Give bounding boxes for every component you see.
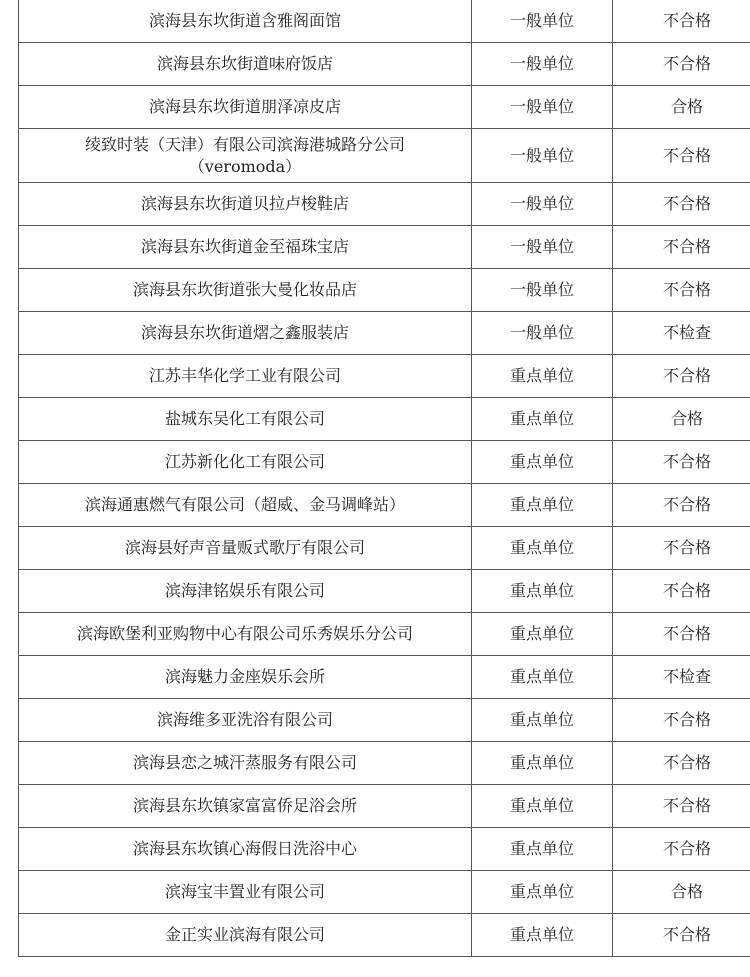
unit-name-cell: 滨海县东坎街道朋泽凉皮店 <box>19 86 472 129</box>
unit-name-cell: 绫致时装（天津）有限公司滨海港城路分公司 （veromoda） <box>19 129 472 183</box>
unit-name-cell: 滨海津铭娱乐有限公司 <box>19 570 472 613</box>
result-cell: 不合格 <box>613 43 750 86</box>
unit-name-cell: 江苏新化化工有限公司 <box>19 441 472 484</box>
unit-type-cell: 重点单位 <box>472 871 613 914</box>
unit-type-cell: 重点单位 <box>472 441 613 484</box>
result-cell: 不合格 <box>613 570 750 613</box>
result-cell: 不合格 <box>613 527 750 570</box>
unit-type-cell: 一般单位 <box>472 226 613 269</box>
table-row <box>19 226 750 269</box>
result-cell: 不合格 <box>613 613 750 656</box>
unit-type-cell: 重点单位 <box>472 527 613 570</box>
table-row <box>19 527 750 570</box>
result-cell: 不检查 <box>613 656 750 699</box>
unit-name-cell: 滨海宝丰置业有限公司 <box>19 871 472 914</box>
unit-type-cell: 重点单位 <box>472 914 613 957</box>
table-row <box>19 43 750 86</box>
unit-name-cell: 滨海维多亚洗浴有限公司 <box>19 699 472 742</box>
result-cell: 不合格 <box>613 441 750 484</box>
unit-type-cell: 一般单位 <box>472 269 613 312</box>
table-row <box>19 269 750 312</box>
table-row <box>19 871 750 914</box>
result-cell: 不合格 <box>613 828 750 871</box>
result-cell: 不合格 <box>613 785 750 828</box>
unit-name-cell: 滨海县东坎街道熠之鑫服装店 <box>19 312 472 355</box>
unit-name-cell: 滨海欧堡利亚购物中心有限公司乐秀娱乐分公司 <box>19 613 472 656</box>
table-row <box>19 699 750 742</box>
unit-type-cell: 重点单位 <box>472 742 613 785</box>
result-cell: 合格 <box>613 398 750 441</box>
unit-name-cell: 滨海县东坎街道含雅阁面馆 <box>19 0 472 43</box>
table-row <box>19 398 750 441</box>
table-row <box>19 441 750 484</box>
unit-type-cell: 一般单位 <box>472 312 613 355</box>
table-row <box>19 86 750 129</box>
table-row <box>19 828 750 871</box>
table-row <box>19 570 750 613</box>
unit-type-cell: 重点单位 <box>472 699 613 742</box>
unit-name-cell: 滨海县东坎街道张大曼化妆品店 <box>19 269 472 312</box>
table-row <box>19 183 750 226</box>
table-row <box>19 742 750 785</box>
table-row <box>19 129 750 183</box>
unit-name-cell: 江苏丰华化学工业有限公司 <box>19 355 472 398</box>
table-row <box>19 0 750 43</box>
unit-name-cell: 滨海县东坎街道贝拉卢梭鞋店 <box>19 183 472 226</box>
table-body <box>19 0 750 957</box>
unit-type-cell: 一般单位 <box>472 0 613 43</box>
result-cell: 合格 <box>613 871 750 914</box>
result-cell: 不检查 <box>613 312 750 355</box>
unit-name-cell: 滨海魅力金座娱乐会所 <box>19 656 472 699</box>
unit-type-cell: 重点单位 <box>472 355 613 398</box>
inspection-table <box>18 0 750 957</box>
unit-type-cell: 重点单位 <box>472 570 613 613</box>
unit-name-cell: 滨海县东坎街道味府饭店 <box>19 43 472 86</box>
table-row <box>19 613 750 656</box>
unit-name-cell: 滨海通惠燃气有限公司（超威、金马调峰站） <box>19 484 472 527</box>
result-cell: 不合格 <box>613 129 750 183</box>
unit-name-cell: 滨海县东坎街道金至福珠宝店 <box>19 226 472 269</box>
table-row <box>19 785 750 828</box>
result-cell: 不合格 <box>613 914 750 957</box>
table-row <box>19 355 750 398</box>
unit-type-cell: 重点单位 <box>472 398 613 441</box>
table-row <box>19 656 750 699</box>
unit-name-cell: 滨海县东坎镇心海假日洗浴中心 <box>19 828 472 871</box>
unit-type-cell: 重点单位 <box>472 656 613 699</box>
result-cell: 不合格 <box>613 742 750 785</box>
result-cell: 不合格 <box>613 484 750 527</box>
unit-name-cell: 滨海县恋之城汗蒸服务有限公司 <box>19 742 472 785</box>
result-cell: 不合格 <box>613 269 750 312</box>
unit-type-cell: 一般单位 <box>472 86 613 129</box>
unit-type-cell: 一般单位 <box>472 129 613 183</box>
table-row <box>19 312 750 355</box>
unit-type-cell: 重点单位 <box>472 828 613 871</box>
unit-name-cell: 金正实业滨海有限公司 <box>19 914 472 957</box>
result-cell: 合格 <box>613 86 750 129</box>
unit-type-cell: 一般单位 <box>472 183 613 226</box>
unit-type-cell: 重点单位 <box>472 613 613 656</box>
unit-type-cell: 重点单位 <box>472 785 613 828</box>
unit-type-cell: 重点单位 <box>472 484 613 527</box>
result-cell: 不合格 <box>613 355 750 398</box>
result-cell: 不合格 <box>613 0 750 43</box>
unit-type-cell: 一般单位 <box>472 43 613 86</box>
table-row <box>19 914 750 957</box>
unit-name-cell: 盐城东吴化工有限公司 <box>19 398 472 441</box>
result-cell: 不合格 <box>613 226 750 269</box>
result-cell: 不合格 <box>613 699 750 742</box>
table-row <box>19 484 750 527</box>
unit-name-cell: 滨海县东坎镇家富富侨足浴会所 <box>19 785 472 828</box>
result-cell: 不合格 <box>613 183 750 226</box>
unit-name-cell: 滨海县好声音量贩式歌厅有限公司 <box>19 527 472 570</box>
